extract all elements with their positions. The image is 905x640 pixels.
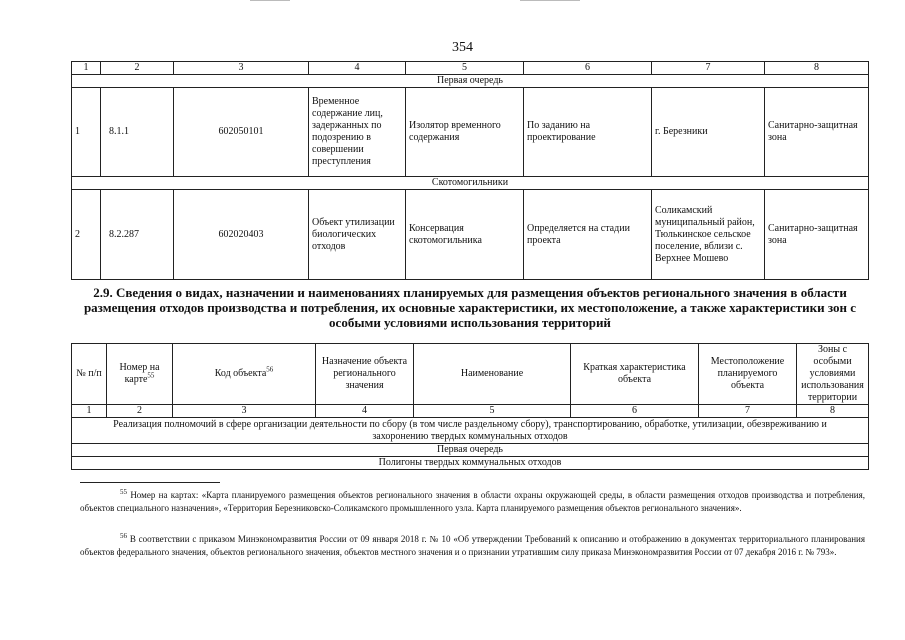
- header-index: № п/п: [72, 344, 107, 405]
- object-name: Консервация скотомогильника: [406, 190, 524, 280]
- footnote-mark: 55: [120, 488, 127, 496]
- zone: Санитарно-защитная зона: [765, 190, 869, 280]
- header-zone: Зоны с особыми условиями использования территории: [797, 344, 869, 405]
- section-heading: 2.9. Сведения о видах, назначении и наименованиях планируемых для размещения объектов регионального значения в области размещения отходов производства и потребления, их основные характеристики, их местоположение, а также характеристики зон с особыми условиями использования территорий: [83, 285, 857, 330]
- header-characteristic: Краткая характеристика объекта: [571, 344, 699, 405]
- col-number: 6: [524, 62, 652, 75]
- object-characteristic: По заданию на проектирование: [524, 88, 652, 177]
- object-location: Соликамский муниципальный район, Тюлькинское сельское поселение, вблизи с. Верхнее Мошево: [652, 190, 765, 280]
- footnote-separator: [80, 482, 220, 483]
- object-code: 602020403: [174, 190, 309, 280]
- zone: Санитарно-защитная зона: [765, 88, 869, 177]
- object-purpose: Временное содержание лиц, задержанных по подозрению в совершении преступления: [309, 88, 406, 177]
- col-number: 7: [699, 405, 797, 418]
- page-number: 354: [452, 40, 473, 55]
- header-map-number: Номер на карте$^{55}$: [107, 344, 173, 405]
- waste-objects-table: [71, 343, 869, 470]
- col-number: 2: [101, 62, 174, 75]
- top-edge-mark: [250, 0, 290, 1]
- header-location: Местоположение планируемого объекта: [699, 344, 797, 405]
- object-code: 602050101: [174, 88, 309, 177]
- top-edge-mark: [520, 0, 580, 1]
- column-number-row: [72, 405, 869, 418]
- section-row: Полигоны твердых коммунальных отходов: [72, 457, 869, 470]
- col-number: 7: [652, 62, 765, 75]
- map-number: 8.1.1: [101, 88, 174, 177]
- header-object-code: Код объекта$^{56}$: [173, 344, 316, 405]
- row-index: 2: [72, 190, 101, 280]
- map-number: 8.2.287: [101, 190, 174, 280]
- objects-table-continued: [71, 61, 869, 280]
- column-number-row: [72, 62, 869, 75]
- col-number: 6: [571, 405, 699, 418]
- section-row: Первая очередь: [72, 444, 869, 457]
- col-number: 3: [174, 62, 309, 75]
- object-name: Изолятор временного содержания: [406, 88, 524, 177]
- footnote-mark: 56: [120, 532, 127, 540]
- col-number: 1: [72, 405, 107, 418]
- col-number: 4: [316, 405, 414, 418]
- object-purpose: Объект утилизации биологических отходов: [309, 190, 406, 280]
- section-row: Скотомогильники: [72, 177, 869, 190]
- row-index: 1: [72, 88, 101, 177]
- table-row: [72, 190, 869, 280]
- col-number: 8: [797, 405, 869, 418]
- footnote-55: [80, 489, 865, 515]
- col-number: 4: [309, 62, 406, 75]
- object-location: г. Березники: [652, 88, 765, 177]
- table-row: [72, 88, 869, 177]
- header-name: Наименование: [414, 344, 571, 405]
- footnote-text: Номер на картах: «Карта планируемого размещения объектов регионального значения в области охраны окружающей среды, в области размещения отходов производства и потребления, объектов специального назначения», «Территория Березниковско-Соликамского промышленного узла. Карта планируемого размещения объектов регионального значения».: [80, 490, 866, 513]
- section-row: Реализация полномочий в сфере организации деятельности по сбору (в том числе раздельному сбору), транспортированию, обработке, утилизации, обезвреживанию и захоронению твердых коммунальных отходов: [72, 418, 869, 444]
- col-number: 1: [72, 62, 101, 75]
- col-number: 2: [107, 405, 173, 418]
- col-number: 5: [414, 405, 571, 418]
- section-row: Первая очередь: [72, 75, 869, 88]
- footnote-56: [80, 533, 865, 559]
- footnote-text: В соответствии с приказом Минэкономразвития России от 09 января 2018 г. № 10 «Об утверждении Требований к описанию и отображению в документах территориального планирования объектов федерального значения, объектов регионального значения, объектов местного значения и о признании утратившим силу приказа Минэкономразвития России от 07 декабря 2016 г. № 793».: [80, 534, 865, 557]
- object-characteristic: Определяется на стадии проекта: [524, 190, 652, 280]
- header-row: [72, 344, 869, 405]
- header-purpose: Назначение объекта регионального значения: [316, 344, 414, 405]
- col-number: 8: [765, 62, 869, 75]
- col-number: 5: [406, 62, 524, 75]
- col-number: 3: [173, 405, 316, 418]
